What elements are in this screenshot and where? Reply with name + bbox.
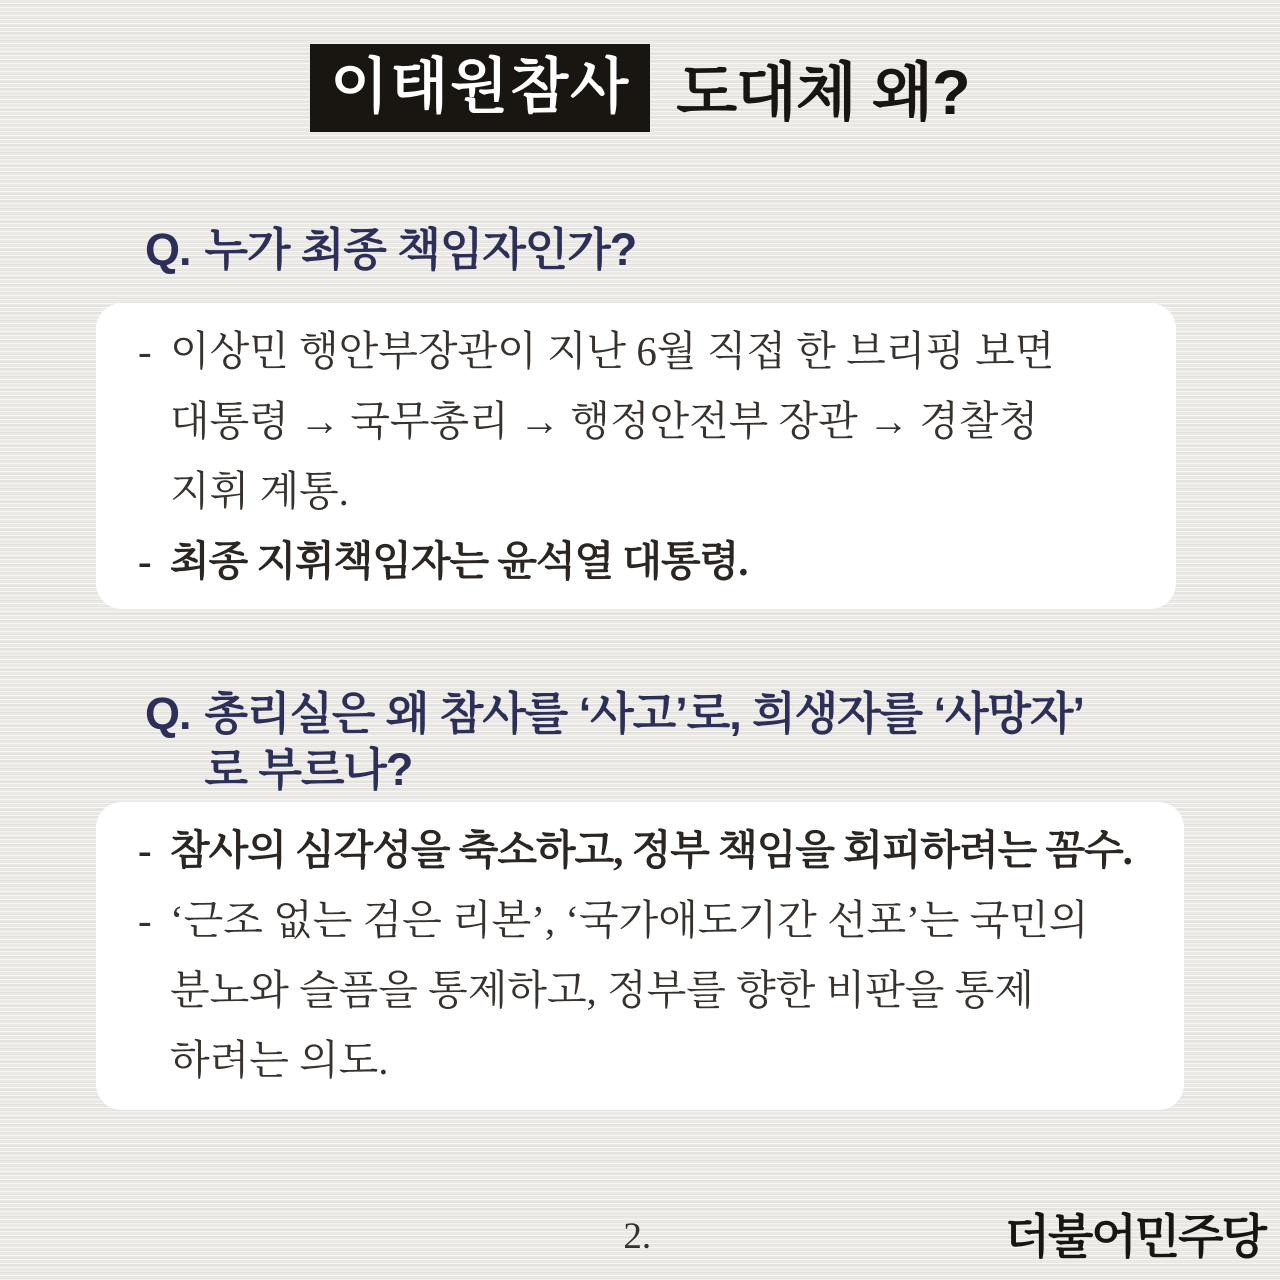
question-line: 총리실은 왜 참사를 ‘사고’로, 희생자를 ‘사망자’ [204, 688, 1085, 739]
answer-item [138, 885, 1146, 1095]
question-text [205, 686, 1085, 798]
answer-lines [170, 815, 1146, 885]
dash-bullet: - [138, 897, 152, 943]
question-line: 로 부르나? [204, 744, 413, 795]
answer-lines [170, 316, 1138, 526]
answer-line: 분노와 슬픔을 통제하고, 정부를 향한 비판을 통제 [170, 967, 1034, 1013]
answer-line: 지휘 계통. [170, 468, 349, 514]
dash-bullet: - [138, 538, 151, 584]
answer-line: ‘근조 없는 검은 리본’, ‘국가애도기간 선포’는 국민의 [170, 897, 1089, 943]
dash-bullet: - [138, 827, 151, 873]
question-1-heading [145, 222, 636, 278]
question-2-heading [145, 686, 1185, 798]
answer-item [138, 316, 1138, 526]
title-rest-text: 도대체 왜? [676, 58, 970, 128]
answer-line: 대통령 → 국무총리 → 행정안전부 장관 → 경찰청 [170, 398, 1039, 444]
answer-box-1 [96, 303, 1176, 609]
answer-item-bold [138, 526, 1138, 596]
answer-line: 최종 지휘책임자는 윤석열 대통령. [170, 538, 748, 584]
question-prefix: Q. [145, 224, 191, 275]
title-highlight-box: 이태원참사 [310, 44, 650, 132]
question-line: 누가 최종 책임자인가? [204, 224, 637, 275]
party-logo: 더불어민주당 [1004, 1210, 1265, 1263]
answer-lines [170, 526, 1138, 596]
answer-item-bold [138, 815, 1146, 885]
question-prefix: Q. [145, 688, 191, 739]
answer-line: 참사의 심각성을 축소하고, 정부 책임을 회피하려는 꼼수. [170, 827, 1132, 873]
answer-line: 하려는 의도. [170, 1037, 389, 1083]
dash-bullet: - [138, 328, 152, 374]
page-title [0, 42, 1280, 133]
footer-page-number: 2. [623, 1216, 652, 1257]
answer-box-2 [96, 802, 1184, 1110]
answer-lines [170, 885, 1146, 1095]
answer-line: 이상민 행안부장관이 지난 6월 직접 한 브리핑 보면 [170, 328, 1055, 374]
question-text [205, 222, 637, 278]
